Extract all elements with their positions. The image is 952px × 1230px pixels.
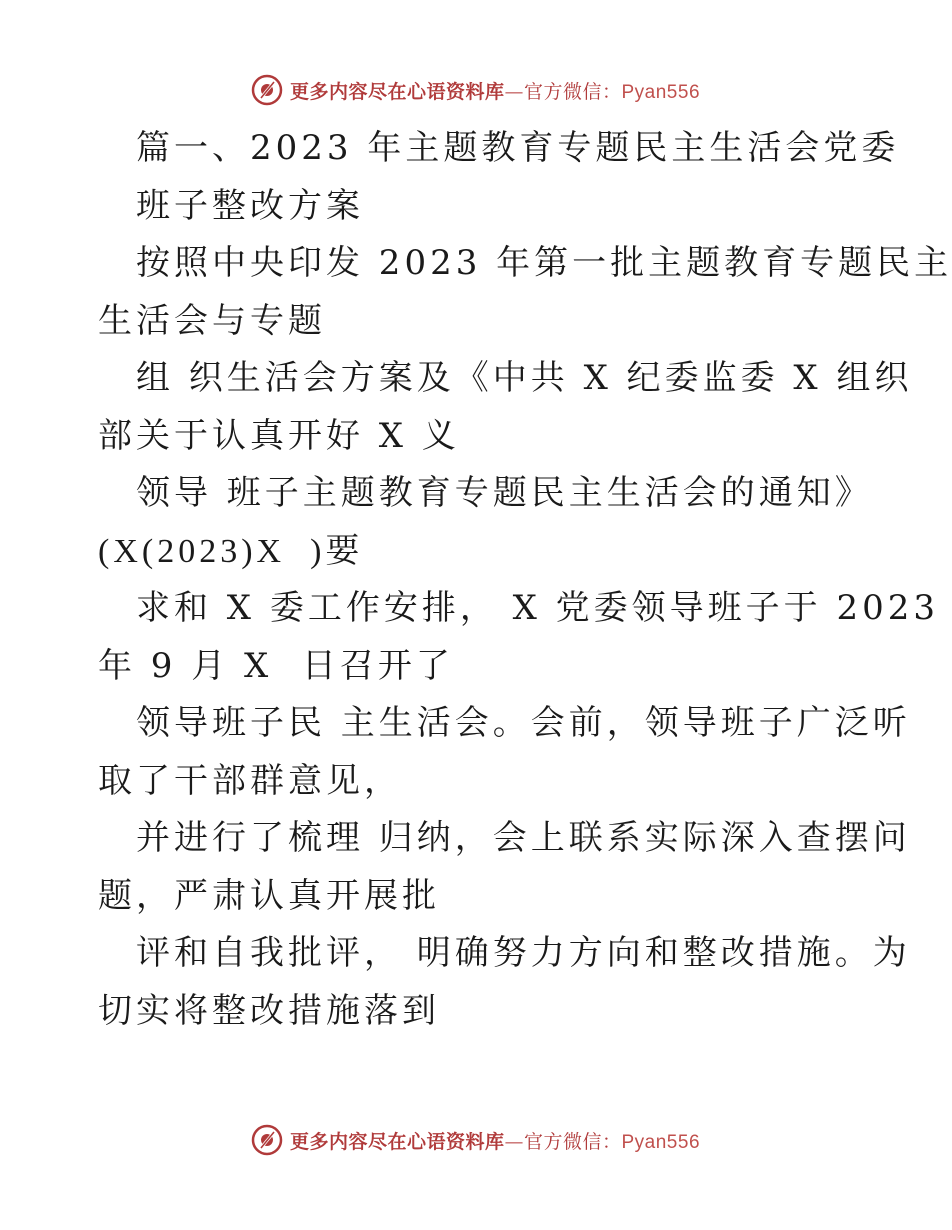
header-banner-part2: 官方微信： bbox=[523, 80, 622, 103]
doc-line: 领导 班子主题教育专题民主生活会的通知》 bbox=[136, 473, 873, 513]
doc-line: 领导班子民 主生活会。会前，领导班子广泛听 bbox=[136, 703, 911, 743]
doc-line-title-2: 班子整改方案 bbox=[136, 185, 364, 226]
doc-line-title-1: 篇一、2023 年主题教育专题民主生活会党委 bbox=[136, 128, 900, 168]
doc-line: 年 9 月 X 日召开了 bbox=[98, 645, 454, 686]
brand-logo-icon bbox=[250, 1123, 284, 1157]
document-body bbox=[98, 120, 952, 1040]
footer-banner-text bbox=[290, 1127, 700, 1154]
footer-banner-part2: 官方微信： bbox=[523, 1130, 622, 1153]
doc-line: 评和自我批评， 明确努力方向和整改措施。为 bbox=[136, 933, 911, 973]
header-banner-inner bbox=[250, 73, 700, 107]
doc-line: 组 织生活会方案及《中共 X 纪委监委 X 组织 bbox=[136, 358, 913, 398]
doc-line: 部关于认真开好 X 义 bbox=[98, 415, 460, 456]
doc-line: 求和 X 委工作安排， X 党委领导班子于 2023 bbox=[136, 588, 939, 628]
header-banner-text bbox=[290, 77, 700, 104]
footer-banner-part1: 更多内容尽在心语资料库 bbox=[289, 1130, 505, 1153]
doc-line: 取了干部群意见， bbox=[98, 760, 402, 801]
header-banner-dash: — bbox=[504, 80, 524, 103]
footer-banner bbox=[0, 1120, 950, 1160]
header-banner bbox=[0, 70, 950, 110]
brand-logo-icon bbox=[250, 73, 284, 107]
doc-line: 生活会与专题 bbox=[98, 300, 326, 341]
doc-line: 切实将整改措施落到 bbox=[98, 990, 440, 1031]
footer-banner-inner bbox=[250, 1123, 700, 1157]
doc-line: 按照中央印发 2023 年第一批主题教育专题民主 bbox=[136, 243, 952, 283]
doc-line: 并进行了梳理 归纳，会上联系实际深入查摆问 bbox=[136, 818, 911, 858]
footer-banner-dash: — bbox=[504, 1130, 524, 1153]
header-wechat-id: Pyan556 bbox=[621, 81, 701, 103]
header-banner-part1: 更多内容尽在心语资料库 bbox=[289, 80, 505, 103]
footer-wechat-id: Pyan556 bbox=[621, 1131, 701, 1153]
doc-line: 题，严肃认真开展批 bbox=[98, 875, 440, 916]
doc-line: (X(2023)X )要 bbox=[98, 532, 364, 570]
